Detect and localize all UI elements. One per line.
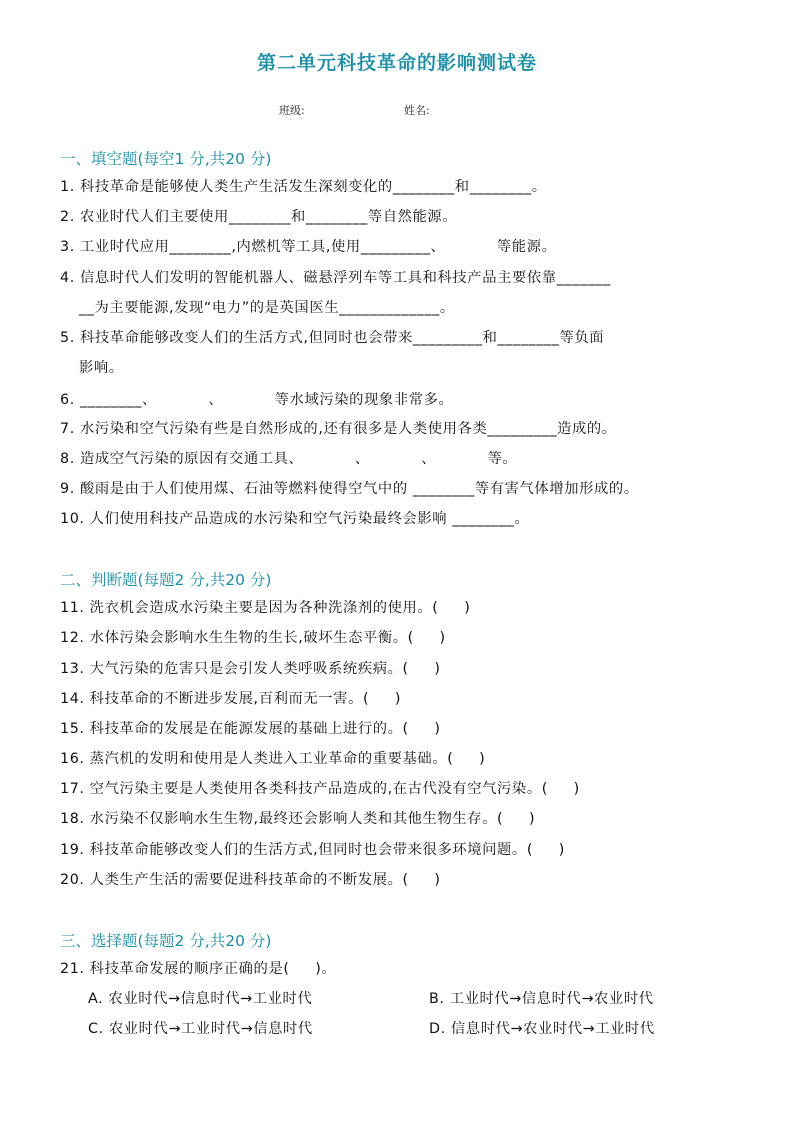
option-c: C. 农业时代→工业时代→信息时代 [88,1021,313,1037]
question-17: 17. 空气污染主要是人类使用各类科技产品造成的,在古代没有空气污染。( ) [60,781,580,797]
question-6: 6. ________、 、 等水域污染的现象非常多。 [60,392,454,408]
question-5-cont: 影响。 [79,360,124,376]
section-title-judge: 二、判断题(每题2 分,共20 分) [60,571,272,589]
page-title: 第二单元科技革命的影响测试卷 [256,52,537,74]
question-8: 8. 造成空气污染的原因有交通工具、 、 、 等。 [60,451,518,467]
option-b: B. 工业时代→信息时代→农业时代 [429,991,654,1007]
question-2: 2. 农业时代人们主要使用________和________等自然能源。 [60,209,458,225]
question-21: 21. 科技革命发展的顺序正确的是( )。 [60,961,337,977]
question-5: 5. 科技革命能够改变人们的生活方式,但同时也会带来_________和________等负面 [60,330,605,346]
question-10: 10. 人们使用科技产品造成的水污染和空气污染最终会影响 ________。 [60,511,530,527]
question-3: 3. 工业时代应用________,内燃机等工具,使用_________、 等能源。 [60,239,557,255]
question-12: 12. 水体污染会影响水生生物的生长,破坏生态平衡。( ) [60,630,446,646]
section-title-choice: 三、选择题(每题2 分,共20 分) [60,932,272,950]
name-label: 姓名: [404,104,430,117]
question-19: 19. 科技革命能够改变人们的生活方式,但同时也会带来很多环境问题。( ) [60,842,565,858]
question-20: 20. 人类生产生活的需要促进科技革命的不断发展。( ) [60,872,441,888]
question-15: 15. 科技革命的发展是在能源发展的基础上进行的。( ) [60,721,441,737]
question-11: 11. 洗衣机会造成水污染主要是因为各种洗涤剂的使用。( ) [60,600,471,616]
question-4-cont: __为主要能源,发现“电力”的是英国医生_____________。 [79,300,455,316]
question-18: 18. 水污染不仅影响水生生物,最终还会影响人类和其他生物生存。( ) [60,811,536,827]
option-d: D. 信息时代→农业时代→工业时代 [429,1021,655,1037]
question-9: 9. 酸雨是由于人们使用煤、石油等燃料使得空气中的 ________等有害气体增加形成的。 [60,481,639,497]
question-16: 16. 蒸汽机的发明和使用是人类进入工业革命的重要基础。( ) [60,751,486,767]
question-4: 4. 信息时代人们发明的智能机器人、磁悬浮列车等工具和科技产品主要依靠_______ [60,270,611,286]
question-1: 1. 科技革命是能够使人类生产生活发生深刻变化的________和________。 [60,179,547,195]
question-13: 13. 大气污染的危害只是会引发人类呼吸系统疾病。( ) [60,661,441,677]
section-title-fill: 一、填空题(每空1 分,共20 分) [60,150,272,168]
class-label: 班级: [279,104,305,117]
option-a: A. 农业时代→信息时代→工业时代 [88,991,313,1007]
question-14: 14. 科技革命的不断进步发展,百利而无一害。( ) [60,691,402,707]
question-7: 7. 水污染和空气污染有些是自然形成的,还有很多是人类使用各类_________造成的。 [60,421,617,437]
